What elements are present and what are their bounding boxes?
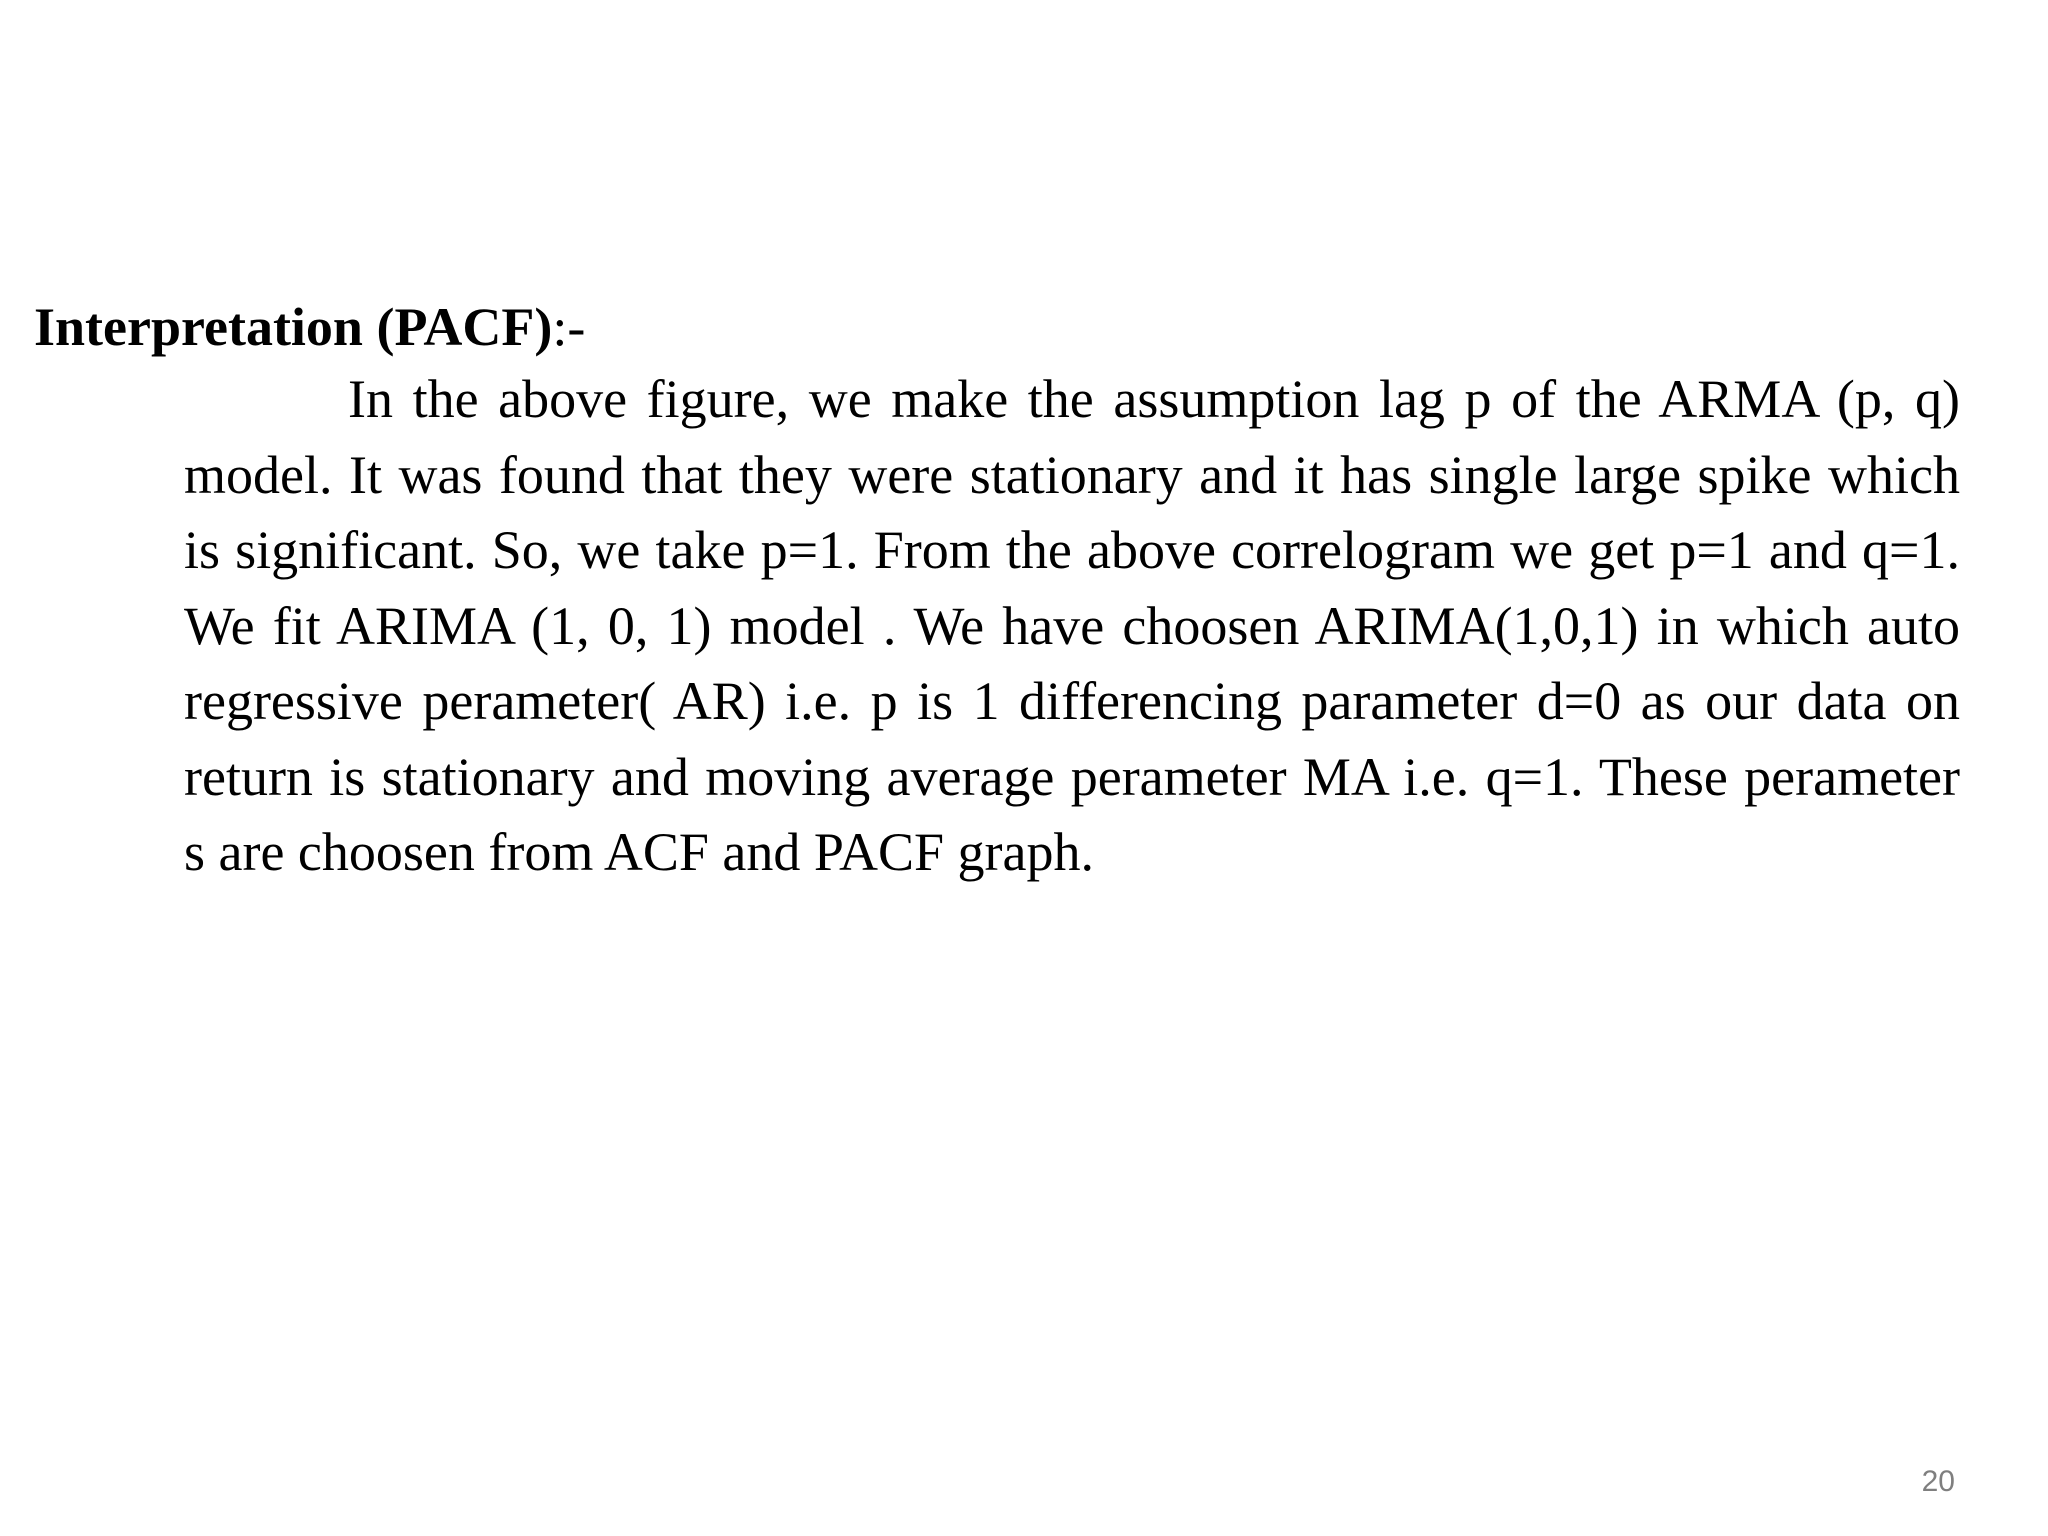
heading-title: Interpretation (PACF) [34,297,553,357]
body-paragraph: In the above figure, we make the assumption lag p of the ARMA (p, q) model. It was found that they were stationary and it has single large spike which is significant. So, we take p=1. From the above correlogram we get p=1 and q=1. We fit ARIMA (1, 0, 1) model . We have choosen ARIMA(1,0,1) in which auto regressive perameter( AR) i.e. p is 1 differencing parameter d=0 as our data on return is stationary and moving average perameter MA i.e. q=1. These perameter s are choosen from ACF and PACF graph. [184,369,1960,882]
page-number: 20 [1921,1465,1955,1498]
slide-heading [34,292,585,362]
heading-suffix: :- [552,297,586,357]
